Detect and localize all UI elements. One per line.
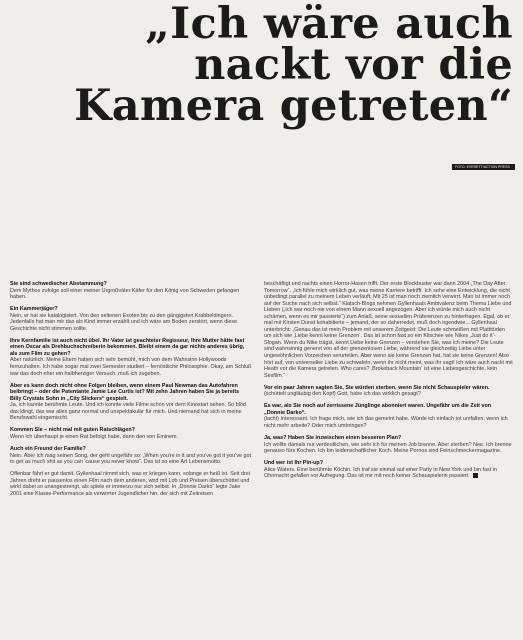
question: Sie sind schwedischer Abstammung? bbox=[10, 281, 107, 287]
end-of-article-square-icon bbox=[473, 473, 478, 478]
question: Ja, was? Haben Sie inzwischen einen besseren Plan? bbox=[264, 434, 402, 441]
article-column-left bbox=[10, 281, 252, 497]
answer: Ja, ich kannte berühmte Leute. Und ich konnte viele Filme schon vor dem Kinostart sehen. So blöd das klingt, das war alles ganz normal und unspektakulär für mich. Und niemand hat sich in meine Berufswahl eingemischt. bbox=[10, 402, 246, 422]
qa-block bbox=[264, 460, 513, 480]
body-block bbox=[264, 281, 513, 379]
headline-line-1: „Ich wäre auch bbox=[145, 0, 513, 49]
answer: Ich wollte damals nur verdeutlichen, wie sehr ich für meinen Job brenne. Aber sterben? Nee. Ich brenne genauso fürs Kochen. Ich bin leidenschaftlicher Koch. Meine Pornos sind Feinschmeckermagazine. bbox=[264, 441, 512, 455]
answer: Alice Waters. Eine berühmte Köchin. Ich traf sie einmal auf einer Party in New York und bin fast in Ohnmacht gefallen vor Aufregung. Das ist mir mit noch keiner Schauspielerin passiert. bbox=[264, 466, 497, 480]
question: Und wer ist Ihr Pin-up? bbox=[264, 460, 323, 467]
qa-block bbox=[10, 338, 252, 377]
headline-line-2: nackt vor die bbox=[194, 40, 513, 90]
answer: (schüttelt ungläubig den Kopf) Gott, habe ich das wirklich gesagt? bbox=[264, 391, 421, 398]
photo-credit: FOTO: EVERETT/ACTION PRESS bbox=[452, 164, 515, 170]
answer: Dem Mythos zufolge soll einer meiner Urgroßväter Käfer für den König von Schweden gefangen haben. bbox=[10, 287, 240, 301]
headline bbox=[74, 0, 513, 131]
question: Kommen Sie – nicht mal mit guten Ratschlägen? bbox=[10, 427, 135, 434]
qa-block bbox=[10, 446, 252, 466]
qa-block bbox=[10, 427, 252, 440]
qa-block bbox=[264, 435, 513, 455]
question: Vor ein paar Jahren sagten Sie, Sie würden sterben, wenn Sie nicht Schauspieler wären. bbox=[264, 384, 490, 391]
headline-line-3: Kamera getreten“ bbox=[74, 81, 513, 131]
answer: (lacht) Interessant. Ich frage mich, wie ich das gemeint habe. Würde ich einfach tot umfallen, wenn ich nicht mehr arbeite? Oder mich umbringen? bbox=[264, 416, 508, 429]
answer: Nein, er hat sie katalogisiert. Von den seltenen Exoten bis zu den gängigsten Krabbeldingern. Jedenfalls hat man mir das als Kind immer erzählt und ich wäre am Boden zerstört, wenn diese Geschichte nicht stimmen sollte. bbox=[10, 312, 238, 332]
question: Ihre Kernfamilie ist auch nicht übel. Ihr Vater ist geachteter Regisseur, Ihre Mutter hätte fast einen Oscar als Drehbuchschreiberin bekommen. Bleibt einem da gar nichts anderes übrig, als zum Film zu gehen? bbox=[10, 337, 245, 357]
answer: Aber natürlich. Meine Eltern haben sich sehr bemüht, mich von dem Wahnsinn Hollywoods fernzuhalten. Ich habe sogar mal zwei Semester studiert – fernöstliche Philosophie. Okay, am Schluß war das doch eher ein halbherziger Versuch, muß ich zugeben. bbox=[10, 357, 252, 377]
question: Aber es kann doch nicht ohne Folgen bleiben, wenn einem Paul Newman das Autofahren beibringt – oder die Patentante Jamie Lee Curtis ist? Mit zehn Jahren haben Sie ja bereits Billy Crystals Sohn in „City Slickers“ gespielt. bbox=[10, 382, 240, 402]
answer: Wenn ich überhaupt je einen Rat befolgt habe, dann den von Eminem. bbox=[10, 433, 179, 440]
body-paragraph: beschäftigt und nachts einen Horror-Hasen trifft. Der erste Blockbuster war dann 2004 „The Day After Tomorrow“. „Ich fühle mich wirklich gut, was meine Karriere betrifft. Ich sehe eine Entwicklung, die nicht unbedingt parallel zu meinem Leben verläuft. Mit 25 ist man noch ziemlich verwirrt. Man ist immer noch auf der Suche nach sich selbst.“ Klatsch-Blogs nehmen Gyllenhaals Ambivalenz beim Thema Liebe und Lieben („Ich war noch nie von einem Mann sexuell angezogen. Aber ich würde mich auch nicht schämen, wenn es mir passierte“) zum Anlaß, seine sexuellen Präferenzen zu hinterfragen. Egal, ob er mal mit Kirsten Dunst kohabitierte – jemand, der so daherredet, muß doch irgendwie... Gyllenhaal unterbricht: „Genau das ist mein Problem mit unserem Zeitgeist: Die Leute schmeißen mit Plattitüden um sich wie ‚Liebe kennt keine Grenzen‘. Das ist schon fast so ein Klischee wie Nikes ‚Just do it‘-Slogan. Wenn du Nike trägst, kennt Liebe keine Grenzen – verstehen Sie, was ich meine? Die Leute sind wahnsinnig genervt von all der grenzenlosen Liebe, während sie gleichzeitig Liebe unter ungewöhnlichen Vorzeichen verurteilen. Aber wenn sie keine Grenzen hat, hat sie keine Grenzen! Also hört auf, von universeller Liebe zu schwafeln, wenn ihr nicht meint, was ihr sagt! Ich wäre auch nackt mit Heath vor die Kamera getreten. Who cares? ‚Brokeback Mountain‘ ist eine Liebesgeschichte, kein Sexfilm.“ bbox=[264, 281, 513, 379]
qa-block bbox=[10, 306, 252, 332]
qa-block bbox=[264, 385, 513, 398]
question: Es war, als Sie noch auf zerrissene Jünglinge abonniert waren. Ungefähr um die Zeit von „Donnie Darko“. bbox=[264, 403, 492, 416]
qa-block bbox=[264, 403, 513, 429]
answer: Nein. Aber ich mag seinen Song, der geht ungefähr so: „When you're in it and you've got it you've got to get as much shit as you can 'cause you never know“. Das ist so eine Art Lebensmotto. bbox=[10, 452, 252, 466]
qa-block bbox=[10, 281, 252, 301]
qa-block bbox=[10, 383, 252, 422]
question: Auch ein Freund der Familie? bbox=[10, 445, 86, 452]
article-column-right bbox=[264, 281, 513, 485]
body-paragraph: Offenbar fährt er gut damit. Gyllenhaal nimmt sich, was er kriegen kann, solange er heiß ist. Seit drei Jahren dreht er pausenlos einen Film nach dem anderen, wird mit Lob und Preisen überschüttet und wirkt dabei so unangestrengt, als spiele er immerzu nur sich selbst. In „Donnie Darko“ legte Jake 2001 eine Klasse-Performance als verwirrter Jugendlicher hin, der sich mit Zeitreisen bbox=[10, 471, 250, 497]
question: Ein Kammerjäger? bbox=[10, 306, 58, 313]
